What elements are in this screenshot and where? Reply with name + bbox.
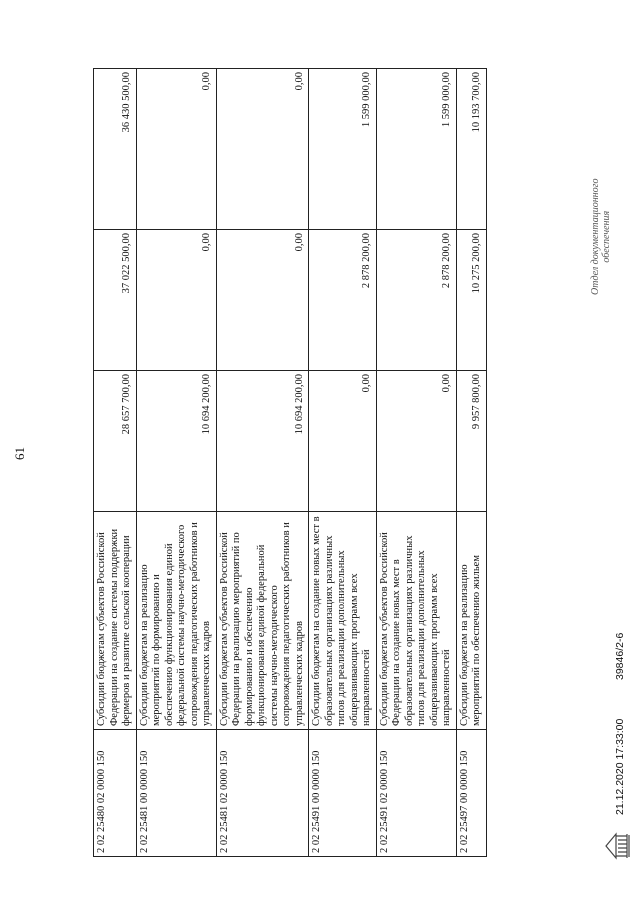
value-2022-cell: 1 599 000,00 bbox=[309, 69, 377, 230]
value-2020-cell: 9 957 800,00 bbox=[456, 371, 486, 512]
footer-date: 21.12.2020 17:33:00 bbox=[614, 718, 626, 815]
stamp-line-2: обеспечения bbox=[601, 210, 612, 263]
name-cell: Субсидии бюджетам субъектов Российской Федерации на реализацию мероприятий по формированию и обеспечению функционирования единой федеральной системы научно-методического сопровождения педагогических работников и управленческих кадров bbox=[216, 512, 309, 730]
name-cell: Субсидии бюджетам на создание новых мест в образовательных организациях различных типов для реализации дополнительных общеразвивающих программ всех направленностей bbox=[309, 512, 377, 730]
value-2020-cell: 10 694 200,00 bbox=[216, 371, 309, 512]
table-row bbox=[309, 69, 377, 857]
value-2021-cell: 10 275 200,00 bbox=[456, 230, 486, 371]
value-2022-cell: 36 430 500,00 bbox=[94, 69, 137, 230]
budget-code-cell: 2 02 25497 00 0000 150 bbox=[456, 730, 486, 857]
building-logo-icon bbox=[601, 831, 631, 861]
budget-code-cell: 2 02 25491 02 0000 150 bbox=[376, 730, 456, 857]
footer-doc-id: 39846/2-6 bbox=[614, 632, 626, 680]
table-row bbox=[376, 69, 456, 857]
stamp-line-1: Отдел документационного bbox=[590, 178, 601, 295]
table-row bbox=[216, 69, 309, 857]
budget-code-cell: 2 02 25481 00 0000 150 bbox=[136, 730, 216, 857]
value-2020-cell: 0,00 bbox=[309, 371, 377, 512]
budget-table bbox=[93, 68, 487, 857]
value-2020-cell: 28 657 700,00 bbox=[94, 371, 137, 512]
table-row bbox=[94, 69, 137, 857]
value-2022-cell: 1 599 000,00 bbox=[376, 69, 456, 230]
budget-code-cell: 2 02 25480 02 0000 150 bbox=[94, 730, 137, 857]
name-cell: Субсидии бюджетам на реализацию мероприятий по формированию и обеспечению функционирования единой федеральной системы научно-методического сопровождения педагогических работников и управленческих кадров bbox=[136, 512, 216, 730]
budget-code-cell: 2 02 25491 00 0000 150 bbox=[309, 730, 377, 857]
name-cell: Субсидии бюджетам на реализацию мероприятий по обеспечению жильем bbox=[456, 512, 486, 730]
table-row bbox=[456, 69, 486, 857]
page-number: 61 bbox=[12, 447, 27, 460]
value-2022-cell: 0,00 bbox=[216, 69, 309, 230]
value-2022-cell: 0,00 bbox=[136, 69, 216, 230]
value-2022-cell: 10 193 700,00 bbox=[456, 69, 486, 230]
value-2021-cell: 0,00 bbox=[216, 230, 309, 371]
value-2021-cell: 37 022 500,00 bbox=[94, 230, 137, 371]
name-cell: Субсидии бюджетам субъектов Российской Федерации на создание системы поддержки фермеров и развитие сельской кооперации bbox=[94, 512, 137, 730]
value-2020-cell: 0,00 bbox=[376, 371, 456, 512]
name-cell: Субсидии бюджетам субъектов Российской Федерации на создание новых мест в образовательных организациях различных типов для реализации дополнительных общеразвивающих программ всех направленностей bbox=[376, 512, 456, 730]
budget-code-cell: 2 02 25481 02 0000 150 bbox=[216, 730, 309, 857]
value-2021-cell: 0,00 bbox=[136, 230, 216, 371]
value-2020-cell: 10 694 200,00 bbox=[136, 371, 216, 512]
department-stamp bbox=[590, 178, 612, 295]
value-2021-cell: 2 878 200,00 bbox=[309, 230, 377, 371]
table-row bbox=[136, 69, 216, 857]
value-2021-cell: 2 878 200,00 bbox=[376, 230, 456, 371]
